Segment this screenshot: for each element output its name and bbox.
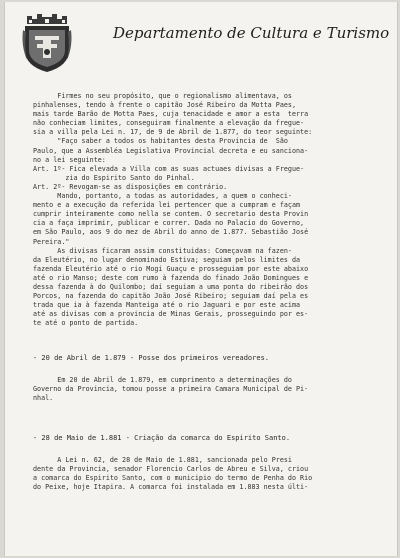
- coat-of-arms-icon: [21, 10, 73, 74]
- document-page: [4, 2, 398, 556]
- paragraph-block: Em 20 de Abril de 1.879, em cumprimento a determinações do Governo da Provincia, tomou posse a primeira Camara Municipal de Pi- nhal.: [33, 376, 309, 403]
- section-heading: - 28 de Maio de 1.881 - Criação da comarca do Espirito Santo.: [33, 434, 291, 442]
- paragraph-block: Firmes no seu propósito, que o regionalismo alimentava, os pinhalenses, tendo à frente o capitão José Ribeiro da Motta Paes, mais tarde Barão de Motta Paes, cuja tenacidade e amor a esta terra não conheciam limites, conseguiram finalmente a elevação da fregue- sia a villa pela Lei n. 17, de 9 de Abril de 1.877, do teor seguinte: "Faço saber a todos os habitantes desta Provincia de São Paulo, que a Assembléa Legislativa Provincial decreta e eu sanciona- no a lei seguinte: Art. 1º- Fica elevada a Villa com as suas actuaes divisas a Fregue- zia do Espirito Santo do Pinhal. Art. 2º- Revogam-se as disposições em contrário. Mando, portanto, a todas as autoridades, a quem o conheci- mento e a execução da referida lei pertencer que a cumpram e façam cumprir inteiramente como nella se contem. O secretario desta Provin cia a faça imprimir, publicar e correr. Dada no Palacio do Governo, em São Paulo, aos 9 do mez de Abril do anno de 1.877. Sebastião José Pereira." As divisas ficaram assim constituidas: Começavam na fazen- da Eleutério, no lugar denominado Estiva; seguiam pelos limites da fazenda Eleutério até o rio Mogi Guaçu e prosseguiam por este abaixo até o rio Manso; deste com rumo à fazenda do finado João Domingues e dessa fazenda à do Quilombo; daí seguiam a uma ponta do ribeirão dos Porcos, na fazenda do capitão João José Ribeiro; seguiam daí pela es trada que ia à fazenda Manteiga até o rio Jaguari e por este acima até as divisas com a provincia de Minas Gerais, prosseguindo por es- te até o ponto de partida.: [33, 92, 313, 328]
- page-title: Departamento de Cultura e Turismo: [113, 24, 390, 42]
- section-heading: - 20 de Abril de 1.879 - Posse dos primeiros vereadores.: [33, 354, 270, 362]
- paragraph-block: A Lei n. 62, de 28 de Maio de 1.881, sancionada pelo Presi dente da Provincia, senador Florencio Carlos de Abreu e Silva, criou a comarca do Espirito Santo, com o municipio do termo de Penha do Rio do Peixe, hoje Itapira. A comarca foi instalada em 1.883 nesta últi-: [33, 456, 313, 492]
